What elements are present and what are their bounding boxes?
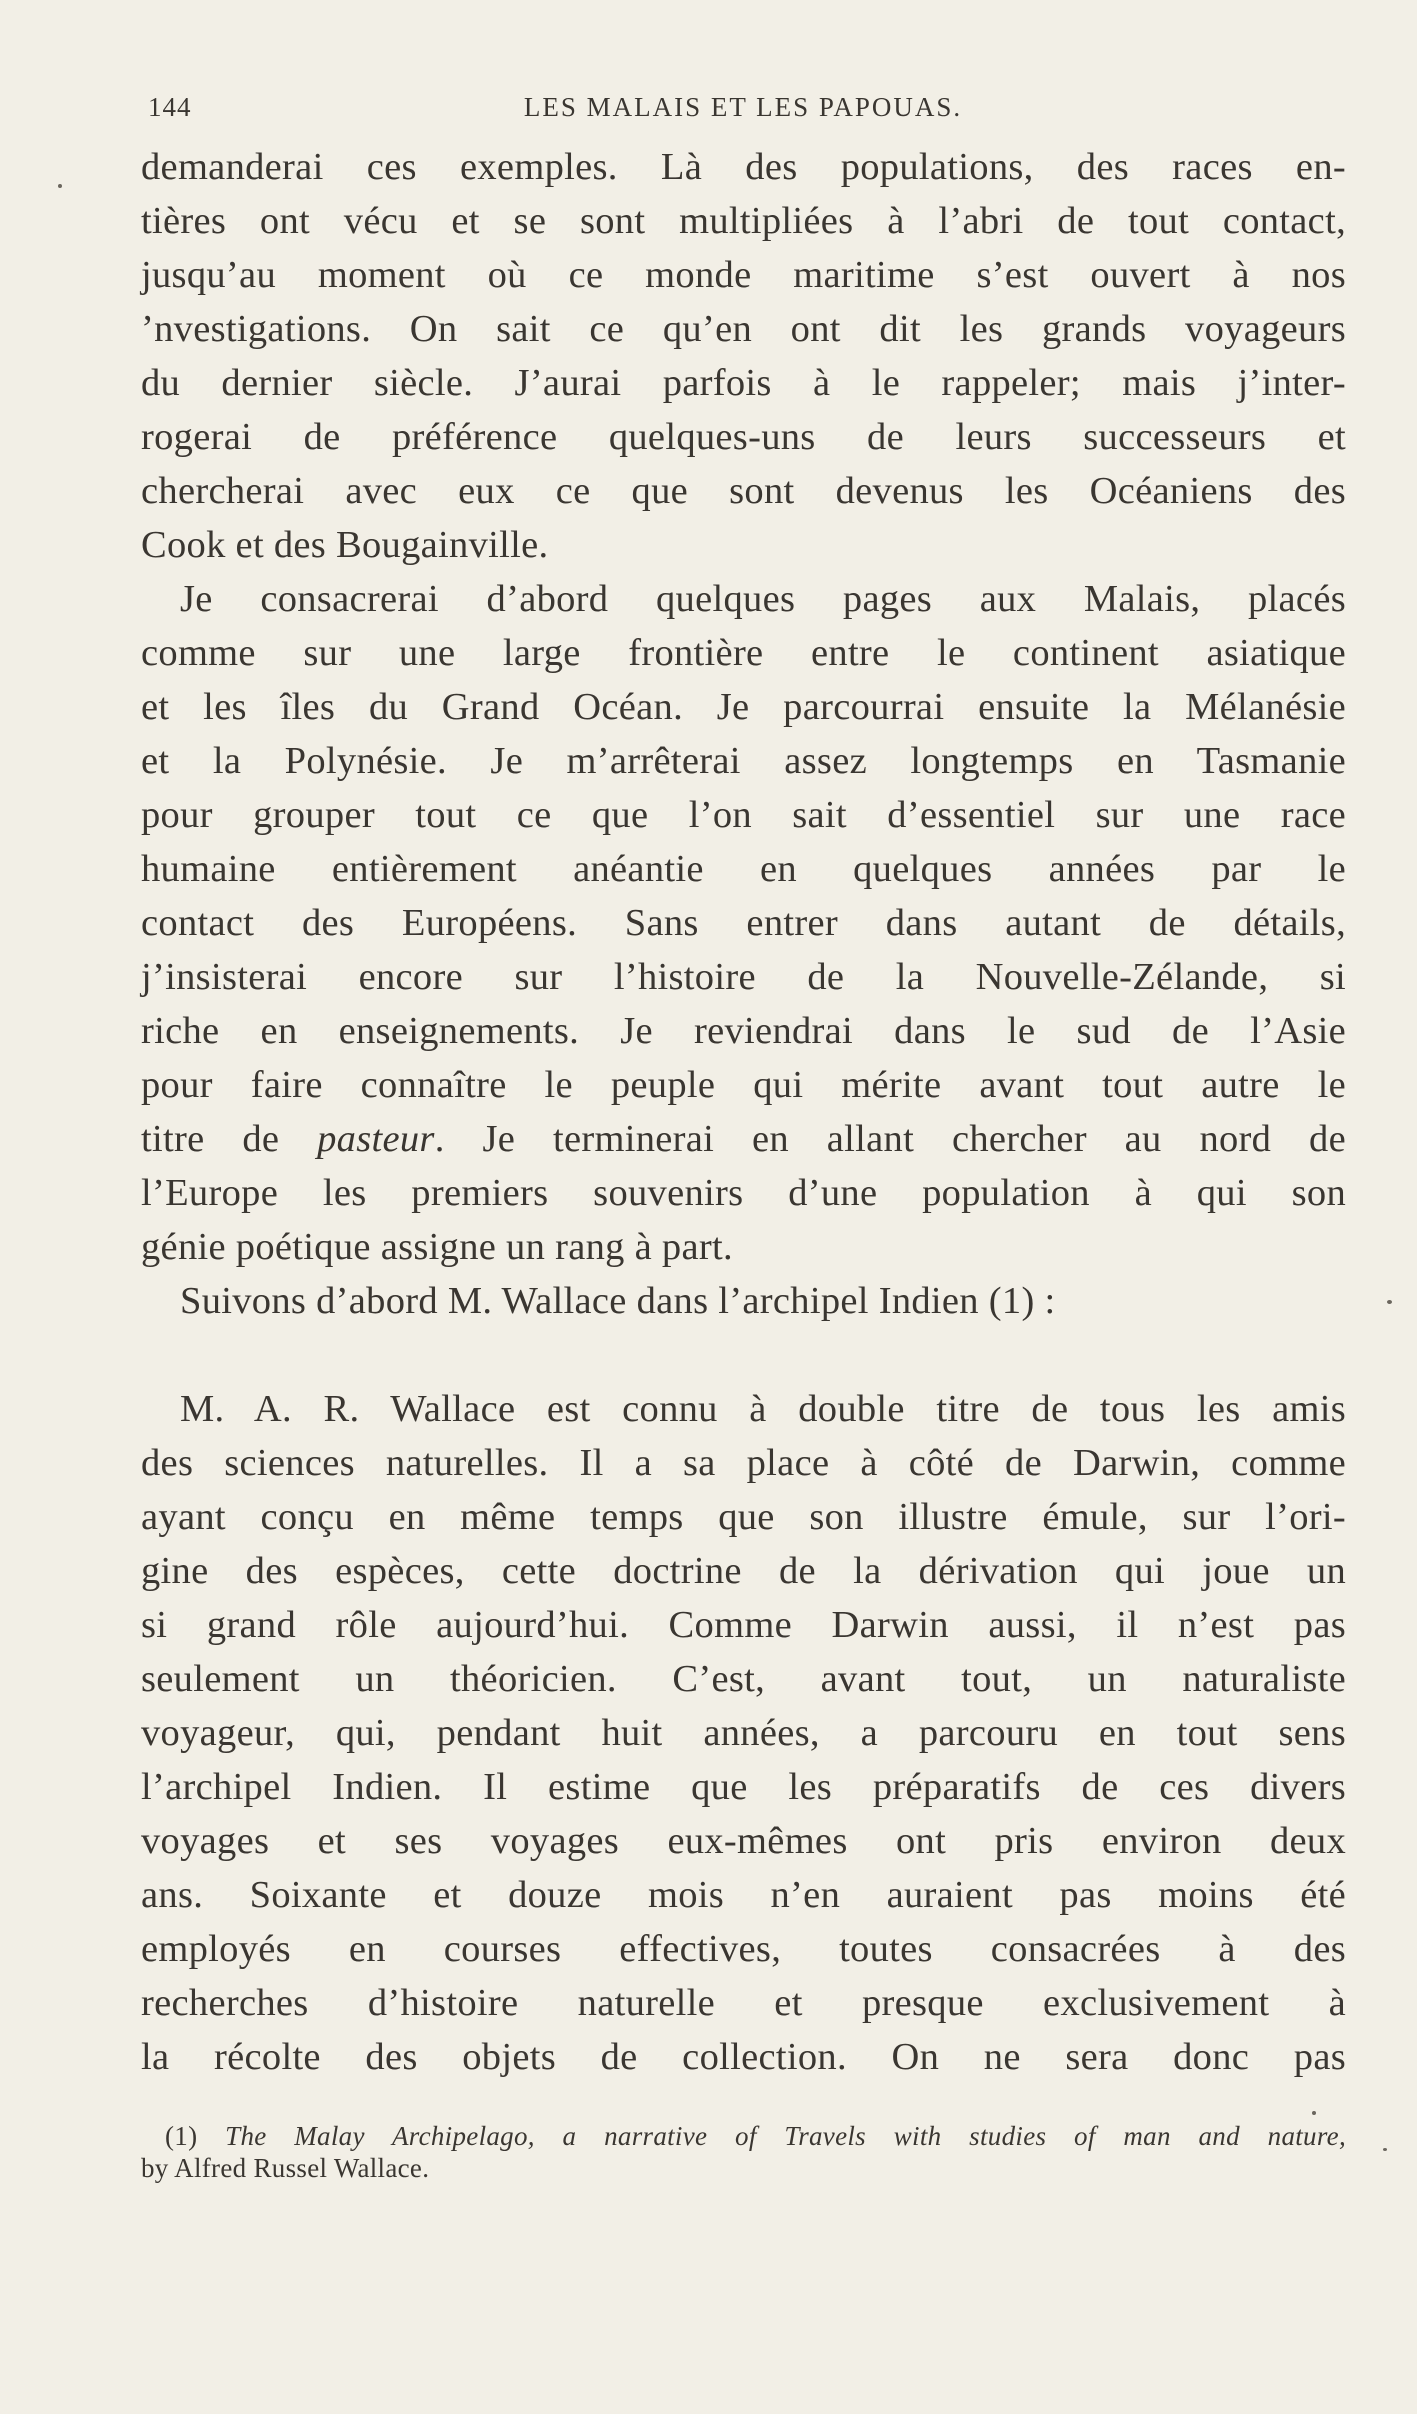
text-line: gine des espèces, cette doctrine de la dérivation qui joue un [141,1550,1346,1592]
text-line: génie poétique assigne un rang à part. [141,1226,733,1268]
line-suffix: . Je terminerai en allant chercher au nord de [434,1118,1346,1160]
text-line: j’insisterai encore sur l’histoire de la Nouvelle-Zélande, si [141,956,1346,998]
text-line: pour faire connaître le peuple qui mérite avant tout autre le [141,1064,1346,1106]
text-line: recherches d’histoire naturelle et presque exclusivement à [141,1982,1346,2024]
text-line: Suivons d’abord M. Wallace dans l’archipel Indien (1) : [180,1280,1056,1322]
text-line: la récolte des objets de collection. On ne sera donc pas [141,2036,1346,2078]
text-line: seulement un théoricien. C’est, avant tout, un naturaliste [141,1658,1346,1700]
text-line: du dernier siècle. J’aurai parfois à le rappeler; mais j’inter- [141,362,1346,404]
scan-speck [1383,2148,1387,2151]
text-line: des sciences naturelles. Il a sa place à côté de Darwin, comme [141,1442,1346,1484]
main-text-upper [141,140,1346,1328]
text-line: Je consacrerai d’abord quelques pages aux Malais, placés [180,578,1346,620]
scan-speck [58,184,62,188]
running-title: LES MALAIS ET LES PAPOUAS. [523,92,963,122]
text-line: voyageur, qui, pendant huit années, a parcouru en tout sens [141,1712,1346,1754]
text-line: ’nvestigations. On sait ce qu’en ont dit les grands voyageurs [141,308,1346,350]
text-line: jusqu’au moment où ce monde maritime s’est ouvert à nos [141,254,1346,296]
text-line: contact des Européens. Sans entrer dans autant de détails, [141,902,1346,944]
footnote [141,2120,1346,2184]
text-line: ayant conçu en même temps que son illustre émule, sur l’ori- [141,1496,1346,1538]
text-line: employés en courses effectives, toutes consacrées à des [141,1928,1346,1970]
text-line: pour grouper tout ce que l’on sait d’essentiel sur une race [141,794,1346,836]
text-line: demanderai ces exemples. Là des populations, des races en- [141,146,1346,188]
scan-speck [1387,1300,1392,1304]
text-line: rogerai de préférence quelques-uns de leurs successeurs et [141,416,1346,458]
text-line: ans. Soixante et douze mois n’en auraient pas moins été [141,1874,1346,1916]
text-line: et la Polynésie. Je m’arrêterai assez longtemps en Tasmanie [141,740,1346,782]
text-line: comme sur une large frontière entre le continent asiatique [141,632,1346,674]
text-line: chercherai avec eux ce que sont devenus les Océaniens des [141,470,1346,512]
text-line: l’Europe les premiers souvenirs d’une population à qui son [141,1172,1346,1214]
scan-speck [1312,2111,1316,2115]
footnote-marker: (1) [165,2121,226,2151]
text-line: si grand rôle aujourd’hui. Comme Darwin aussi, il n’est pas [141,1604,1346,1646]
text-line: Cook et des Bougainville. [141,524,549,566]
main-text-lower [141,1382,1346,2084]
text-line: tières ont vécu et se sont multipliées à l’abri de tout contact, [141,200,1346,242]
footnote-title: The Malay Archipelago, a narrative of Travels with studies of man and nature, [225,2121,1346,2151]
text-line: M. A. R. Wallace est connu à double titre de tous les amis [180,1388,1346,1430]
running-head [148,92,1338,128]
footnote-line: by Alfred Russel Wallace. [141,2153,430,2183]
text-line: humaine entièrement anéantie en quelques années par le [141,848,1346,890]
text-line: riche en enseignements. Je reviendrai dans le sud de l’Asie [141,1010,1346,1052]
text-line: l’archipel Indien. Il estime que les préparatifs de ces divers [141,1766,1346,1808]
text-line: et les îles du Grand Océan. Je parcourrai ensuite la Mélanésie [141,686,1346,728]
page-number: 144 [148,92,192,122]
line-prefix: titre de [141,1118,318,1160]
text-line: voyages et ses voyages eux-mêmes ont pris environ deux [141,1820,1346,1862]
italic-word: pasteur [317,1118,435,1160]
text-line-with-italic [141,1112,1346,1166]
footnote-line [141,2120,1346,2152]
